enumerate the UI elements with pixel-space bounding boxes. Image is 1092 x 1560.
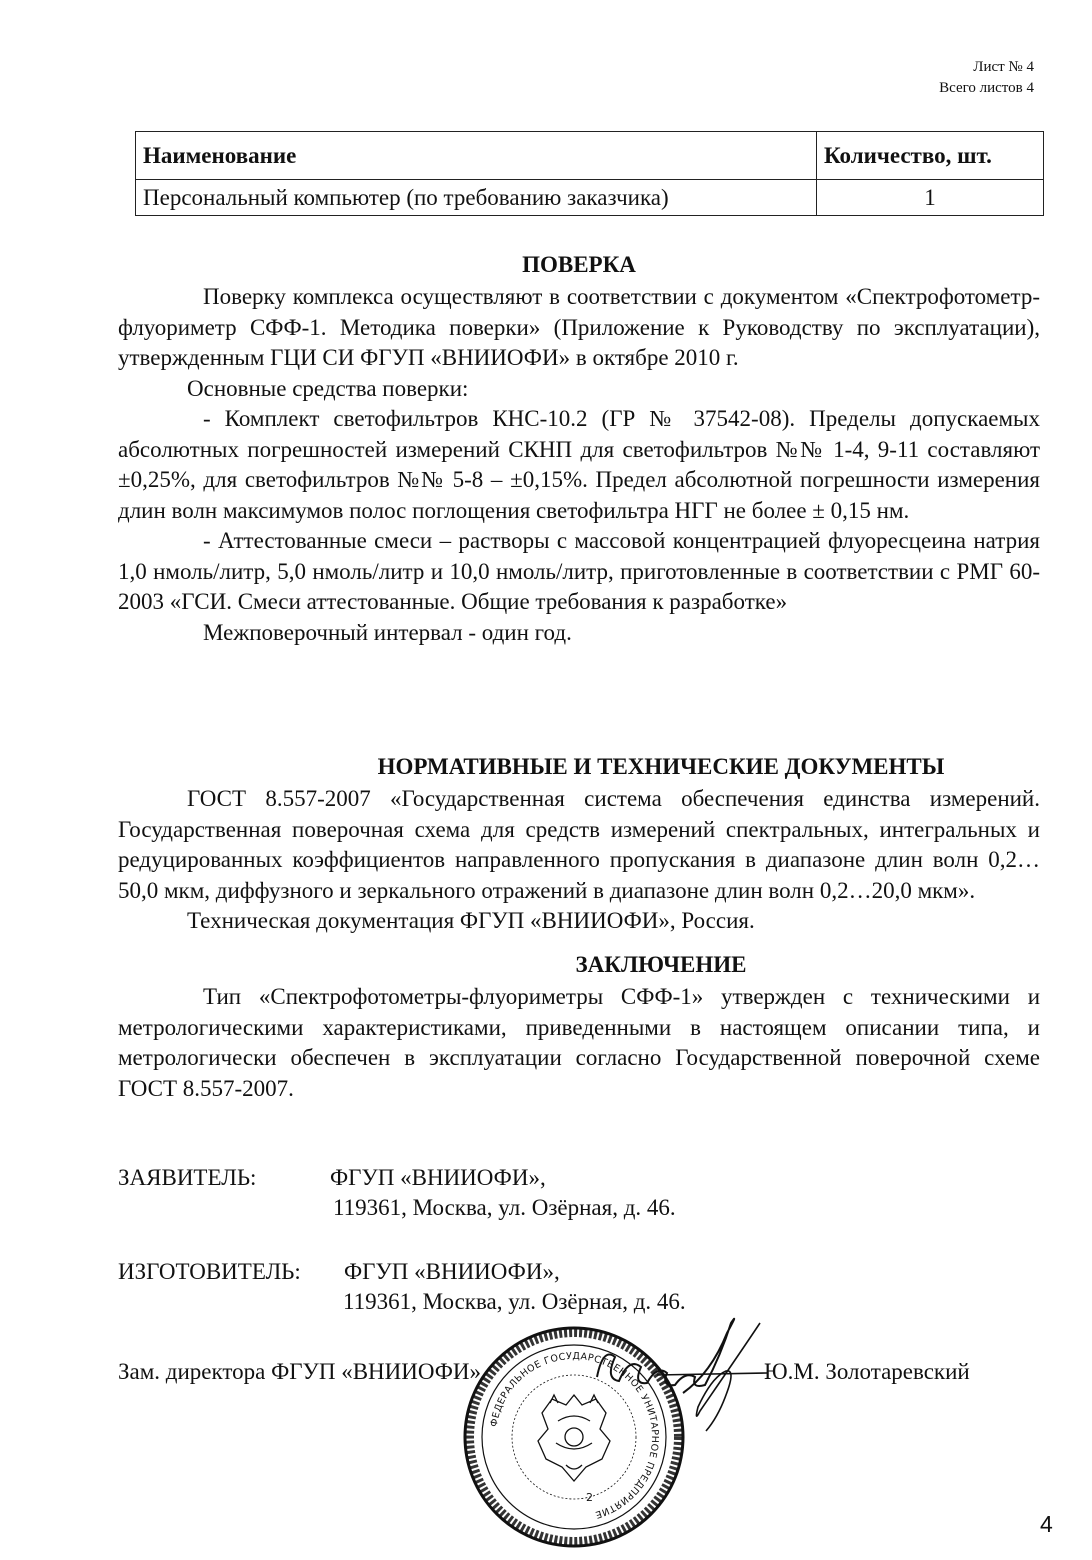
- manufacturer-label: ИЗГОТОВИТЕЛЬ:: [118, 1259, 301, 1284]
- signatory-name: Ю.М. Золотаревский: [764, 1359, 970, 1384]
- manufacturer-address: 119361, Москва, ул. Озёрная, д. 46.: [343, 1289, 686, 1314]
- page-number: 4: [1040, 1511, 1053, 1537]
- cell-name: Персональный компьютер (по требованию заказчика): [136, 180, 817, 216]
- signatory-position: Зам. директора ФГУП «ВНИИОФИ»: [118, 1359, 482, 1384]
- applicant-address: 119361, Москва, ул. Озёрная, д. 46.: [333, 1195, 676, 1220]
- sheet-number: Лист № 4: [973, 59, 1034, 75]
- table-header-row: [136, 132, 1044, 180]
- verification-section: [118, 282, 1040, 648]
- verification-interval: Межповерочный интервал - один год.: [203, 619, 572, 645]
- manufacturer-org: ФГУП «ВНИИОФИ»,: [344, 1259, 560, 1284]
- normative-tech-docs: Техническая документация ФГУП «ВНИИОФИ», Россия.: [187, 908, 755, 933]
- verification-means-label: Основные средства поверки:: [187, 375, 469, 401]
- verification-intro: Поверку комплекса осуществляют в соответствии с документом «Спектрофотометр-флуориметр СФФ-1. Методика поверки» (Приложение к Руководству по эксплуатации), утвержденным ГЦИ СИ ФГУП «ВНИИОФИ» в октябре 2010 г.: [118, 284, 1040, 370]
- conclusion-section: [118, 982, 1040, 1104]
- applicant-label: ЗАЯВИТЕЛЬ:: [118, 1165, 257, 1190]
- verification-item-mixtures: - Аттестованные смеси – растворы с массовой концентрацией флуоресцеина натрия 1,0 нмоль/литр, 5,0 нмоль/литр и 10,0 нмоль/литр, приготовленные в соответствии с РМГ 60-2003 «ГСИ. Смеси аттестованные. Общие требования к разработке»: [118, 528, 1040, 614]
- section-title-verification: ПОВЕРКА: [522, 252, 636, 277]
- handwritten-signature-icon: [575, 1315, 775, 1445]
- stamp-number: 2: [586, 1491, 593, 1504]
- total-sheets: Всего листов 4: [939, 80, 1034, 96]
- column-header-quantity: Количество, шт.: [817, 132, 1044, 180]
- sheet-info: [939, 57, 1034, 99]
- verification-item-filters: - Комплект светофильтров КНС-10.2 (ГР № 37542-08). Пределы допускаемых абсолютных погрешностей измерений СКНП для светофильтров №№ 1-4, 9-11 составляют ±0,25%, для светофильтров №№ 5-8 – ±0,15%. Предел абсолютной погрешности измерения длин волн максимумов полос поглощения светофильтра НГГ не более ± 0,15 нм.: [118, 406, 1040, 523]
- conclusion-text: Тип «Спектрофотометры-флуориметры СФФ-1» утвержден с техническими и метрологическими характеристиками, приведенными в настоящем описании типа, и метрологически обеспечен в эксплуатации согласно Государственной поверочной схеме ГОСТ 8.557-2007.: [118, 984, 1040, 1101]
- section-title-conclusion: ЗАКЛЮЧЕНИЕ: [575, 952, 747, 977]
- section-title-normative: НОРМАТИВНЫЕ И ТЕХНИЧЕСКИЕ ДОКУМЕНТЫ: [377, 754, 945, 779]
- normative-gost: ГОСТ 8.557-2007 «Государственная система обеспечения единства измерений. Государственная поверочная схема для средств измерений спектральных, интегральных и редуцированных коэффициентов направленного пропускания в диапазоне длин волн 0,2…50,0 мкм, диффузного и зеркального отражений в диапазоне длин волн 0,2…20,0 мкм».: [118, 786, 1040, 903]
- items-table: [135, 131, 1044, 216]
- column-header-name: Наименование: [136, 132, 817, 180]
- normative-section: [118, 784, 1040, 937]
- table-row: [136, 180, 1044, 216]
- svg-text:ФЕДЕРАЛЬНОЕ ГОСУДАРСТВЕННОЕ УН: ФЕДЕРАЛЬНОЕ ГОСУДАРСТВЕННОЕ УНИТАРНОЕ ПРЕДПРИЯТИЕ: [488, 1350, 661, 1521]
- applicant-org: ФГУП «ВНИИОФИ»,: [330, 1165, 546, 1190]
- cell-quantity: 1: [817, 180, 1044, 216]
